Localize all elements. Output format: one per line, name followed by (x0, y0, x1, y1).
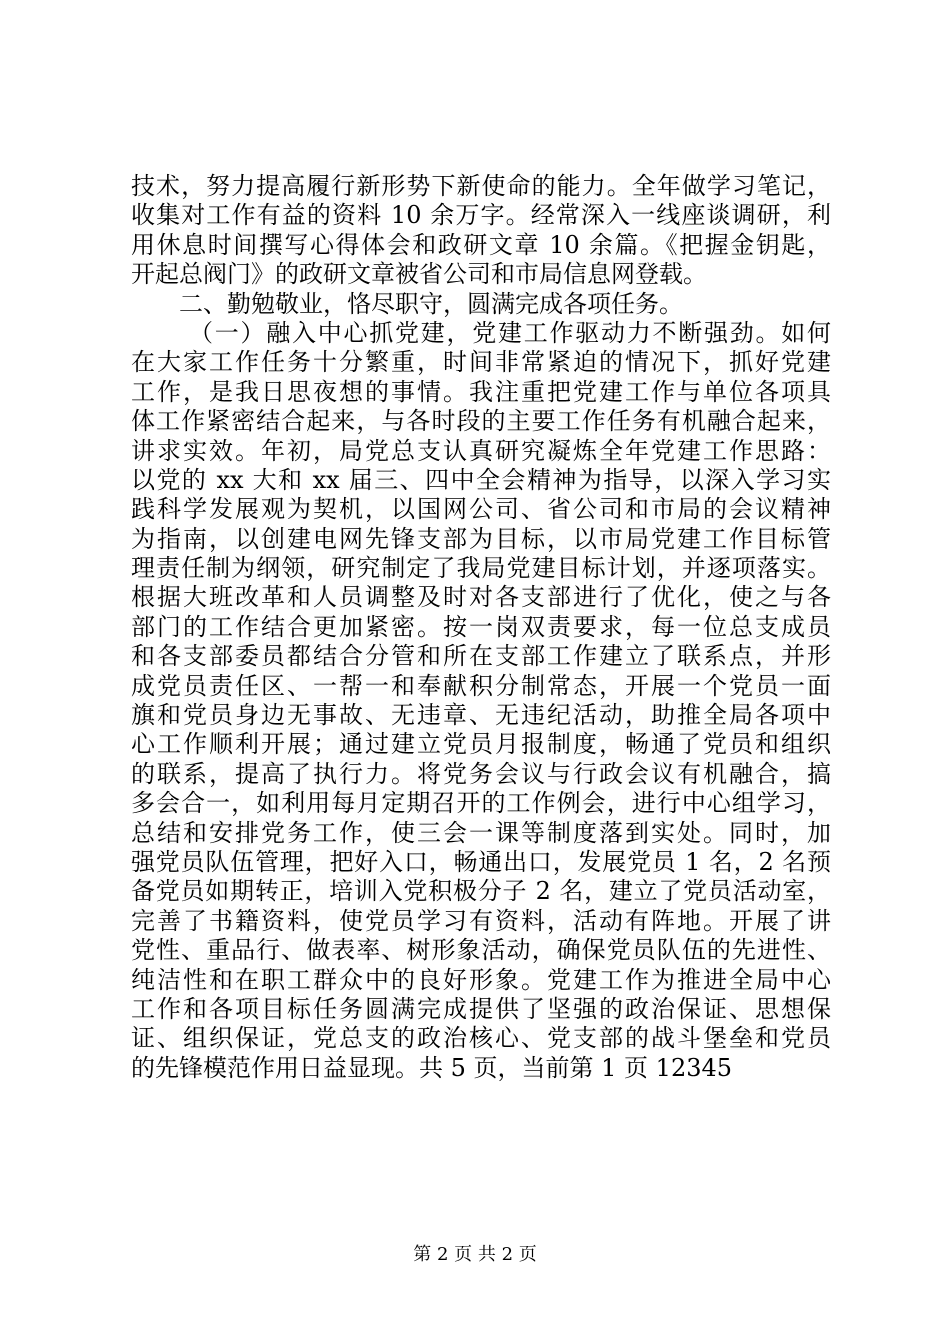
body-line: 和各支部委员都结合分管和所在支部工作建立了联系点，并形 (131, 642, 831, 671)
body-line: 以党的 xx 大和 xx 届三、四中全会精神为指导，以深入学习实 (131, 465, 831, 494)
body-line: 工作，是我日思夜想的事情。我注重把党建工作与单位各项具 (131, 377, 831, 406)
body-line: 讲求实效。年初，局党总支认真研究凝炼全年党建工作思路： (131, 436, 831, 465)
page-footer: 第 2 页 共 2 页 (413, 1244, 537, 1265)
body-line: 党性、重品行、做表率、树形象活动，确保党员队伍的先进性、 (131, 936, 831, 965)
body-line: 部门的工作结合更加紧密。按一岗双责要求，每一位总支成员 (131, 612, 831, 641)
body-line: 多会合一，如利用每月定期召开的工作例会，进行中心组学习， (131, 789, 831, 818)
body-line: 工作和各项目标任务圆满完成提供了坚强的政治保证、思想保 (131, 994, 831, 1023)
body-line: 证、组织保证，党总支的政治核心、党支部的战斗堡垒和党员 (131, 1024, 831, 1053)
body-line: 强党员队伍管理，把好入口，畅通出口，发展党员 1 名，2 名预 (131, 847, 831, 876)
body-line: 纯洁性和在职工群众中的良好形象。党建工作为推进全局中心 (131, 965, 831, 994)
body-line: 为指南，以创建电网先锋支部为目标，以市局党建工作目标管 (131, 524, 831, 553)
body-line: 理责任制为纲领，研究制定了我局党建目标计划，并逐项落实。 (131, 554, 831, 583)
body-line: 的联系，提高了执行力。将党务会议与行政会议有机融合，搞 (131, 759, 831, 788)
body-line: 完善了书籍资料，使党员学习有资料，活动有阵地。开展了讲 (131, 906, 831, 935)
section-heading: 二、勤勉敬业，恪尽职守，圆满完成各项任务。 (179, 289, 683, 318)
body-line: 开起总阀门》的政研文章被省公司和市局信息网登载。 (131, 260, 707, 289)
document-body (131, 172, 831, 1083)
body-line: 成党员责任区、一帮一和奉献积分制常态，开展一个党员一面 (131, 671, 831, 700)
body-line: 的先锋模范作用日益显现。共 5 页，当前第 1 页 12345 (131, 1053, 733, 1082)
body-line: 根据大班改革和人员调整及时对各支部进行了优化，使之与各 (131, 583, 831, 612)
body-line: 体工作紧密结合起来，与各时段的主要工作任务有机融合起来， (131, 407, 831, 436)
body-line: 总结和安排党务工作，使三会一课等制度落到实处。同时，加 (131, 818, 831, 847)
body-line: 践科学发展观为契机，以国网公司、省公司和市局的会议精神 (131, 495, 831, 524)
body-line: 备党员如期转正，培训入党积极分子 2 名，建立了党员活动室， (131, 877, 831, 906)
body-line: 在大家工作任务十分繁重，时间非常紧迫的情况下，抓好党建 (131, 348, 831, 377)
body-line: 收集对工作有益的资料 10 余万字。经常深入一线座谈调研，利 (131, 201, 831, 230)
body-line: 旗和党员身边无事故、无违章、无违纪活动，助推全局各项中 (131, 701, 831, 730)
body-line: 心工作顺利开展；通过建立党员月报制度，畅通了党员和组织 (131, 730, 831, 759)
subsection-heading-line: （一）融入中心抓党建，党建工作驱动力不断强劲。如何 (189, 318, 831, 347)
body-line: 技术，努力提高履行新形势下新使命的能力。全年做学习笔记， (131, 172, 831, 200)
body-line: 用休息时间撰写心得体会和政研文章 10 余篇。《把握金钥匙， (131, 230, 831, 259)
